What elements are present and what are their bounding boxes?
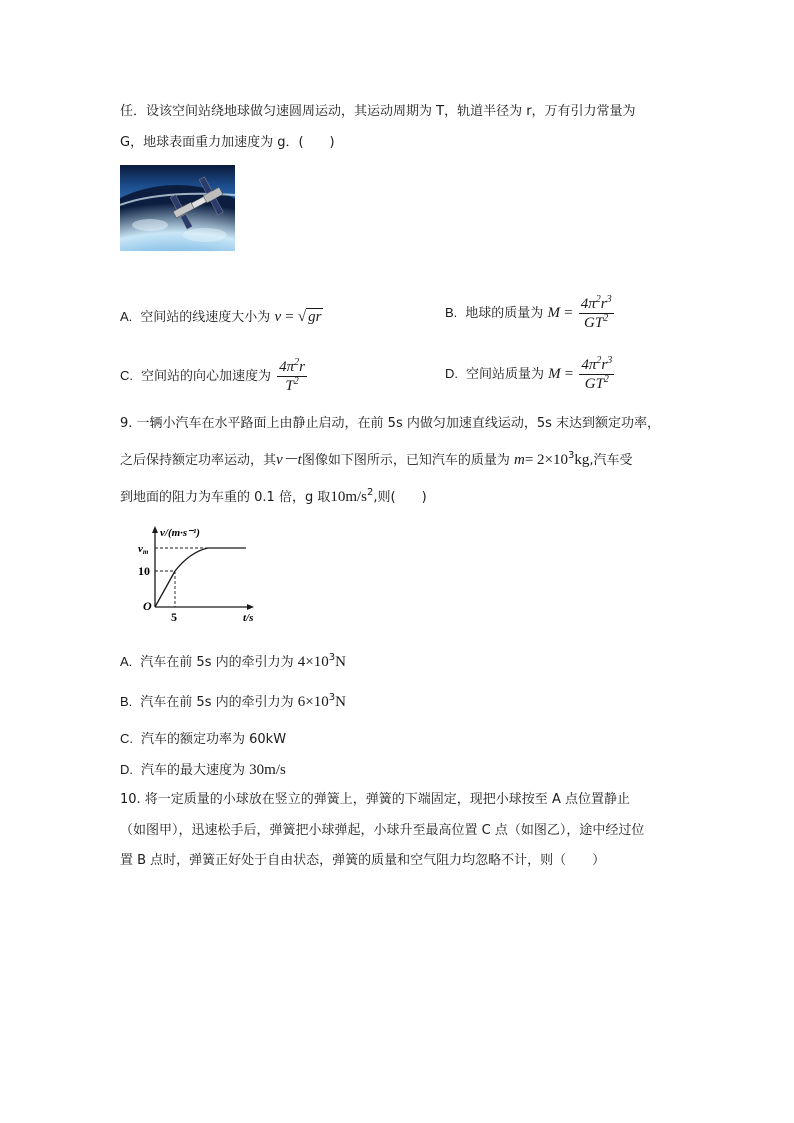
q10-stem-line1: 10. 将一定质量的小球放在竖立的弹簧上，弹簧的下端固定，现把小球按至 A 点位置静止 bbox=[120, 792, 630, 807]
q10-stem-line3: 置 B 点时，弹簧正好处于自由状态，弹簧的质量和空气阻力均忽略不计，则（ ） bbox=[120, 853, 606, 868]
q9-stem-line2: 之后保持额定功率运动，其v－t图像如下图所示，已知汽车的质量为 $m= 2\times 10^3kg$,汽车受 bbox=[120, 450, 633, 468]
q9-option-a[interactable]: A. 汽车在前 5s 内的牵引力为 $4\times 10^3N$ bbox=[120, 652, 346, 670]
x-axis-label: t/s bbox=[243, 612, 254, 624]
q9-stem-line1: 9. 一辆小汽车在水平路面上由静止启动，在前 5s 内做匀加速直线运动，5s 末达到额定功率， bbox=[120, 416, 661, 431]
q8-option-d[interactable]: D. 空间站质量为 M = $\frac{4\pi^2r^3}{GT^2}$ bbox=[445, 355, 613, 392]
q9-stem-line3: 到地面的阻力为车重的 0.1 倍，g 取$10m/s^2$,则( ) bbox=[120, 487, 427, 505]
accel-fraction: $\frac{4\pi^2r}{T^2}$ bbox=[279, 357, 306, 394]
y-tick-label: 10 bbox=[138, 564, 150, 578]
x-tick-label: 5 bbox=[171, 610, 177, 624]
q8-option-c[interactable]: C. 空间站的向心加速度为 $\frac{4\pi^2r}{T^2}$ bbox=[120, 357, 306, 394]
q10-stem-line2: （如图甲），迅速松手后，弹簧把小球弹起，小球升至最高位置 C 点（如图乙），途中经过位 bbox=[120, 823, 645, 838]
q8-stem-line2: G，地球表面重力加速度为 g．( ) bbox=[120, 135, 335, 150]
accel-segment bbox=[155, 571, 175, 607]
q8-stem-line1: 任．设该空间站绕地球做匀速圆周运动，其运动周期为 T，轨道半径为 r，万有引力常量为 bbox=[120, 104, 636, 119]
vm-label: vm bbox=[138, 543, 149, 556]
x-axis-arrow bbox=[247, 604, 254, 610]
y-axis-arrow bbox=[152, 526, 158, 533]
y-axis-label: v/(m·s⁻¹) bbox=[160, 527, 200, 539]
power-curve bbox=[175, 548, 208, 571]
space-station-photo bbox=[120, 165, 235, 251]
vt-graph bbox=[130, 522, 270, 624]
q9-option-c[interactable]: C. 汽车的额定功率为 60kW bbox=[120, 731, 287, 747]
mass-fraction: $\frac{4\pi^2r^3}{GT^2}$ bbox=[580, 294, 612, 331]
q9-option-d[interactable]: D. 汽车的最大速度为 30m/s bbox=[120, 762, 286, 778]
station-mass-fraction: $\frac{4\pi^2r^3}{GT^2}$ bbox=[581, 355, 613, 392]
q9-option-b[interactable]: B. 汽车在前 5s 内的牵引力为 $6\times 10^3N$ bbox=[120, 692, 346, 710]
origin-label: O bbox=[143, 599, 152, 613]
q8-option-a[interactable]: A. 空间站的线速度大小为 v = √ gr bbox=[120, 309, 322, 325]
q8-option-b[interactable]: B. 地球的质量为 M = $\frac{4\pi^2r^3}{GT^2}$ bbox=[445, 294, 612, 331]
